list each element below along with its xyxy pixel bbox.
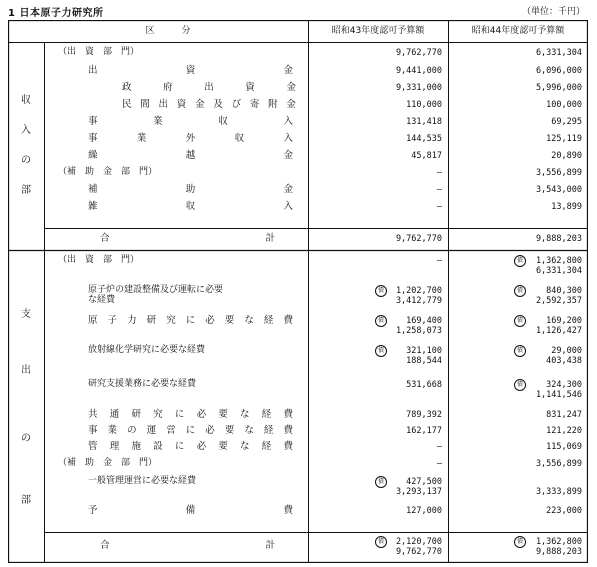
value-fy44: 13,899 bbox=[551, 202, 582, 212]
debt-mark-icon: 債 bbox=[514, 315, 526, 327]
value-fy44-bottom: 403,438 bbox=[546, 356, 582, 366]
expense-total-fy44-top: 1,362,800 bbox=[535, 537, 582, 547]
value-fy44: 20,890 bbox=[551, 151, 582, 161]
expense-total-fy43-top: 2,120,700 bbox=[395, 537, 442, 547]
row-label: 管 理 施 設 に 必 要 な 経 費 bbox=[88, 441, 293, 452]
debt-mark-icon: 債 bbox=[375, 315, 387, 327]
row-label: 原子炉の建設整備及び運転に必要 bbox=[88, 285, 224, 295]
section-char: 部 bbox=[21, 185, 31, 196]
value-fy43-top: 427,500 bbox=[406, 477, 442, 487]
value-fy44: 125,119 bbox=[546, 134, 582, 144]
row-label: 雑 収 入 bbox=[88, 201, 293, 212]
value-fy43: 9,441,000 bbox=[395, 66, 442, 76]
value-fy44: 223,000 bbox=[546, 506, 582, 516]
value-fy43: — bbox=[436, 442, 442, 452]
row-label-cont: な経費 bbox=[88, 295, 116, 305]
value-fy44-top: 169,200 bbox=[546, 316, 582, 326]
section-char: 入 bbox=[21, 125, 31, 136]
row-label: 政 府 出 資 金 bbox=[122, 82, 296, 93]
row-label: 事 業 の 運 営 に 必 要 な 経 費 bbox=[88, 425, 293, 436]
value-fy44: 3,543,000 bbox=[535, 185, 582, 195]
value-fy44: 6,331,304 bbox=[535, 48, 582, 58]
document-title: 1 日本原子力研究所 bbox=[8, 8, 104, 19]
row-label: 事 業 収 入 bbox=[88, 116, 293, 127]
value-fy43-bottom: 3,412,779 bbox=[395, 296, 442, 306]
value-fy43: — bbox=[436, 459, 442, 469]
section-char: の bbox=[21, 155, 31, 166]
value-fy44: 121,220 bbox=[546, 426, 582, 436]
value-fy43: 131,418 bbox=[406, 117, 442, 127]
value-fy44: 115,069 bbox=[546, 442, 582, 452]
income-total-label: 合 計 bbox=[100, 233, 275, 244]
value-fy43-bottom: 1,258,073 bbox=[395, 326, 442, 336]
value-fy44-bottom: 1,126,427 bbox=[535, 326, 582, 336]
row-label: 共 通 研 究 に 必 要 な 経 費 bbox=[88, 409, 293, 420]
row-label: 事 業 外 収 入 bbox=[88, 133, 293, 144]
value-fy43: — bbox=[436, 168, 442, 178]
value-fy43-top: 1,202,700 bbox=[395, 286, 442, 296]
value-fy44: 3,556,899 bbox=[535, 168, 582, 178]
value-fy43: — bbox=[436, 185, 442, 195]
value-fy43: 110,000 bbox=[406, 100, 442, 110]
row-label: 繰 越 金 bbox=[88, 150, 293, 161]
expense-total-fy44-bottom: 9,888,203 bbox=[535, 547, 582, 557]
section-char: の bbox=[21, 433, 31, 444]
row-label: （出 資 部 門） bbox=[58, 255, 140, 265]
income-total-fy44: 9,888,203 bbox=[535, 234, 582, 244]
row-label: （出 資 部 門） bbox=[58, 47, 140, 57]
value-fy43: — bbox=[436, 256, 442, 266]
row-label: （補 助 金 部 門） bbox=[58, 167, 158, 177]
value-fy43: — bbox=[436, 202, 442, 212]
section-char: 出 bbox=[21, 365, 31, 376]
budget-table bbox=[8, 20, 588, 563]
debt-mark-icon: 債 bbox=[375, 536, 387, 548]
row-label: 出 資 金 bbox=[88, 65, 293, 76]
value-fy44: 831,247 bbox=[546, 410, 582, 420]
value-fy44: 6,096,000 bbox=[535, 66, 582, 76]
debt-mark-icon: 債 bbox=[514, 345, 526, 357]
value-fy43: 127,000 bbox=[406, 506, 442, 516]
section-char: 支 bbox=[21, 309, 31, 320]
debt-mark-icon: 債 bbox=[514, 379, 526, 391]
value-fy43: 789,392 bbox=[406, 410, 442, 420]
row-label: 一般管理運営に必要な経費 bbox=[88, 476, 197, 486]
value-fy44-top: 29,000 bbox=[551, 346, 582, 356]
row-label: 予 備 費 bbox=[88, 505, 293, 516]
value-fy43: 9,762,770 bbox=[395, 48, 442, 58]
column-header-fy44: 昭和44年度認可予算額 bbox=[471, 26, 565, 36]
debt-mark-icon: 債 bbox=[514, 536, 526, 548]
value-fy44: 3,556,899 bbox=[535, 459, 582, 469]
value-fy43-bottom: 188,544 bbox=[406, 356, 442, 366]
value-fy44: 100,000 bbox=[546, 100, 582, 110]
value-fy44: 3,333,899 bbox=[535, 487, 582, 497]
value-fy44-top: 1,362,800 bbox=[535, 256, 582, 266]
value-fy43-top: 169,400 bbox=[406, 316, 442, 326]
debt-mark-icon: 債 bbox=[375, 345, 387, 357]
value-fy44: 5,996,000 bbox=[535, 83, 582, 93]
value-fy44: 69,295 bbox=[551, 117, 582, 127]
row-label: 原 子 力 研 究 に 必 要 な 経 費 bbox=[88, 315, 293, 326]
row-label: 研究支援業務に必要な経費 bbox=[88, 379, 197, 389]
row-label: 民 間 出 資 金 及 び 寄 附 金 bbox=[122, 99, 296, 110]
value-fy43-top: 321,100 bbox=[406, 346, 442, 356]
unit-note: （単位：千円） bbox=[521, 7, 585, 17]
value-fy43: 144,535 bbox=[406, 134, 442, 144]
value-fy44-bottom: 2,592,357 bbox=[535, 296, 582, 306]
value-fy44-top: 324,300 bbox=[546, 380, 582, 390]
column-header-category: 区 分 bbox=[145, 26, 191, 36]
value-fy44-top: 840,300 bbox=[546, 286, 582, 296]
debt-mark-icon: 債 bbox=[514, 285, 526, 297]
row-label: 補 助 金 bbox=[88, 184, 293, 195]
value-fy43: 45,817 bbox=[411, 151, 442, 161]
value-fy43: 531,668 bbox=[406, 380, 442, 390]
debt-mark-icon: 債 bbox=[514, 255, 526, 267]
section-char: 収 bbox=[21, 95, 31, 106]
expense-total-fy43-bottom: 9,762,770 bbox=[395, 547, 442, 557]
value-fy44-bottom: 6,331,304 bbox=[535, 266, 582, 276]
value-fy43: 9,331,000 bbox=[395, 83, 442, 93]
debt-mark-icon: 債 bbox=[375, 476, 387, 488]
value-fy43-bottom: 3,293,137 bbox=[395, 487, 442, 497]
row-label: （補 助 金 部 門） bbox=[58, 458, 158, 468]
column-header-fy43: 昭和43年度認可予算額 bbox=[331, 26, 425, 36]
debt-mark-icon: 債 bbox=[375, 285, 387, 297]
expense-total-label: 合 計 bbox=[100, 540, 275, 551]
row-label: 放射線化学研究に必要な経費 bbox=[88, 345, 206, 355]
income-total-fy43: 9,762,770 bbox=[395, 234, 442, 244]
value-fy43: 162,177 bbox=[406, 426, 442, 436]
section-char: 部 bbox=[21, 495, 31, 506]
value-fy44-bottom: 1,141,546 bbox=[535, 390, 582, 400]
